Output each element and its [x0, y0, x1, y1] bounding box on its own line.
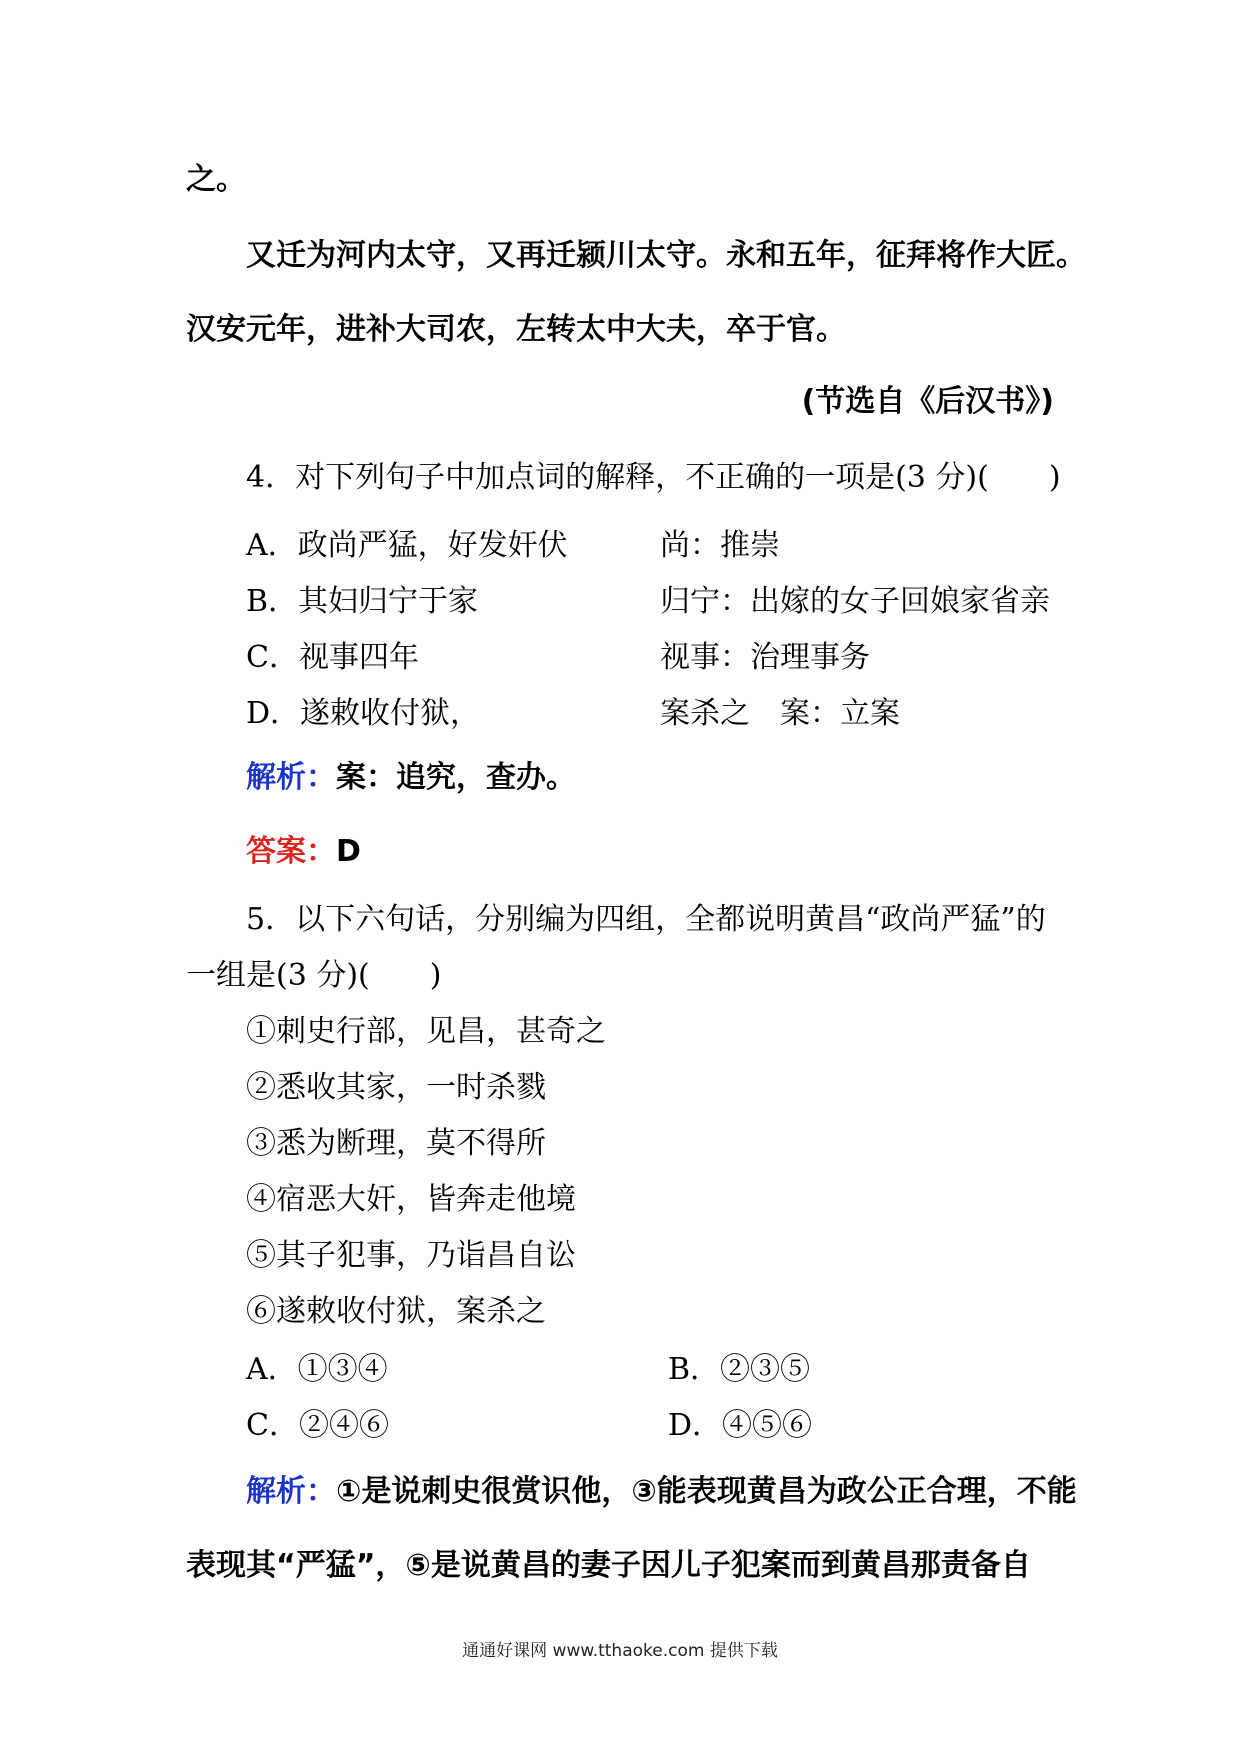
analysis-text: ①是说刺史很赏识他，③能表现黄昌为政公正合理，不能 [336, 1474, 1077, 1509]
q5-choice: D．④⑤⑥ [668, 1408, 813, 1443]
analysis-label: 解析： [246, 760, 336, 795]
q5-choice: B．②③⑤ [668, 1352, 811, 1387]
q5-stem: 5．以下六句话，分别编为四组，全都说明黄昌“政尚严猛”的 [246, 902, 1046, 937]
q5-stem: 一组是(3 分)( ) [186, 958, 442, 993]
q5-choice: C．②④⑥ [246, 1408, 389, 1443]
passage-source: (节选自《后汉书》) [801, 384, 1054, 419]
q5-item: ③悉为断理，莫不得所 [246, 1126, 546, 1161]
footer-watermark: 通通好课网 www.tthaoke.com 提供下载 [462, 1641, 778, 1661]
q4-option-right: 归宁：出嫁的女子回娘家省亲 [660, 584, 1050, 619]
q5-item: ②悉收其家，一时杀戮 [246, 1070, 546, 1105]
q5-item: ①刺史行部，见昌，甚奇之 [246, 1014, 606, 1049]
passage-line: 汉安元年，进补大司农，左转太中大夫，卒于官。 [186, 312, 846, 347]
answer-label: 答案： [246, 834, 336, 869]
analysis-label: 解析： [246, 1474, 336, 1509]
q5-item: ④宿恶大奸，皆奔走他境 [246, 1182, 576, 1217]
answer-text: D [336, 834, 361, 869]
q5-choice: A．①③④ [246, 1352, 388, 1387]
q4-option-left: C．视事四年 [246, 640, 419, 675]
q5-analysis-cont: 表现其“严猛”，⑤是说黄昌的妻子因儿子犯案而到黄昌那责备自 [186, 1548, 1031, 1583]
q5-item: ⑥遂敕收付狱，案杀之 [246, 1294, 546, 1329]
q4-answer [246, 832, 361, 872]
q4-option-left: A．政尚严猛，好发奸伏 [246, 528, 568, 563]
q4-option-right: 案杀之 案：立案 [660, 696, 900, 731]
analysis-text: 案：追究，查办。 [336, 760, 576, 795]
q5-item: ⑤其子犯事，乃诣昌自讼 [246, 1238, 576, 1273]
q4-option-left: B．其妇归宁于家 [246, 584, 479, 619]
q4-option-right: 视事：治理事务 [660, 640, 870, 675]
q4-option-right: 尚：推崇 [660, 528, 780, 563]
passage-line: 又迁为河内太守，又再迁颍川太守。永和五年，征拜将作大匠。 [246, 238, 1086, 273]
passage-line: 之。 [186, 162, 246, 197]
q4-analysis [246, 758, 576, 798]
q4-stem: 4．对下列句子中加点词的解释，不正确的一项是(3 分)( ) [246, 460, 1061, 495]
q5-analysis [246, 1472, 1077, 1512]
q4-option-left: D．遂敕收付狱， [246, 696, 481, 731]
